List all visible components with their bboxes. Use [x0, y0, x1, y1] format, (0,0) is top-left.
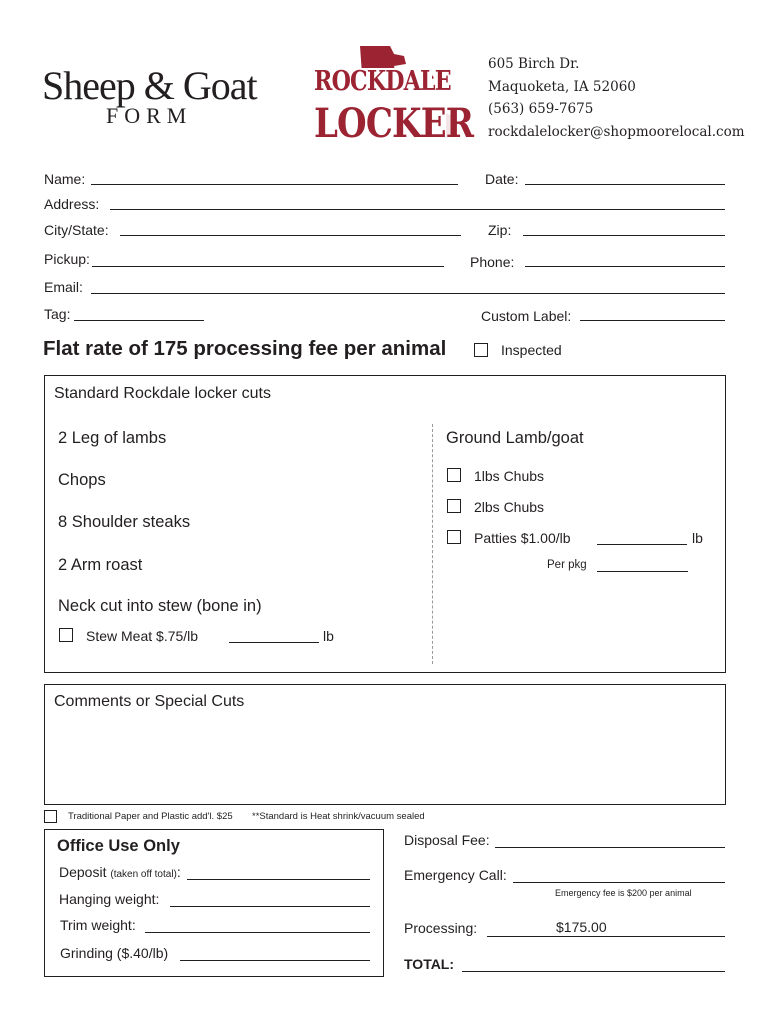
chubs-2lb-checkbox[interactable]	[447, 499, 461, 513]
patties-lb-unit: lb	[692, 530, 703, 546]
trim-weight-label: Trim weight:	[60, 917, 136, 933]
email-field[interactable]	[91, 293, 725, 294]
cut-chops: Chops	[58, 471, 106, 489]
cut-shoulder-steaks: 8 Shoulder steaks	[58, 513, 191, 531]
trim-weight-field[interactable]	[145, 932, 370, 933]
ground-lamb-title: Ground Lamb/goat	[446, 429, 584, 447]
emergency-fee-note: Emergency fee is $200 per animal	[555, 888, 692, 898]
stew-meat-lb-field[interactable]	[229, 642, 319, 643]
per-pkg-label: Per pkg	[547, 559, 587, 571]
standard-cuts-title: Standard Rockdale locker cuts	[54, 385, 271, 402]
zip-field[interactable]	[523, 235, 725, 236]
name-label: Name:	[44, 171, 86, 187]
city-state-field[interactable]	[120, 235, 461, 236]
grinding-field[interactable]	[180, 960, 370, 961]
zip-label: Zip:	[488, 222, 512, 238]
stew-meat-checkbox[interactable]	[59, 628, 73, 642]
processing-label: Processing:	[404, 920, 478, 936]
form-subtitle: FORM	[106, 103, 193, 128]
total-field[interactable]	[462, 971, 725, 972]
address-label: Address:	[44, 196, 100, 212]
cut-neck-stew: Neck cut into stew (bone in)	[58, 597, 262, 615]
section-divider	[432, 424, 433, 664]
patties-checkbox[interactable]	[447, 530, 461, 544]
hanging-weight-label: Hanging weight:	[59, 891, 160, 907]
address-line2: Maquoketa, IA 52060	[488, 79, 636, 95]
contact-phone: (563) 659-7675	[488, 101, 594, 117]
comments-title: Comments or Special Cuts	[54, 693, 245, 710]
custom-label-label: Custom Label:	[481, 308, 572, 324]
logo-line1: ROCKDALE	[314, 66, 451, 97]
inspected-label: Inspected	[501, 342, 562, 358]
traditional-paper-checkbox[interactable]	[44, 810, 57, 823]
processing-value: $175.00	[556, 919, 607, 935]
form-title: Sheep & Goat	[42, 63, 257, 108]
emergency-call-label: Emergency Call:	[404, 867, 507, 883]
stew-meat-label: Stew Meat $.75/lb	[86, 628, 199, 644]
logo-line2: LOCKER	[314, 100, 474, 147]
deposit-label	[59, 864, 181, 880]
contact-email: rockdalelocker@shopmoorelocal.com	[488, 124, 745, 140]
cut-arm-roast: 2 Arm roast	[58, 556, 143, 574]
flat-rate-heading: Flat rate of 175 processing fee per animal	[43, 337, 447, 360]
email-label: Email:	[44, 279, 83, 295]
total-label: TOTAL:	[404, 956, 455, 972]
phone-label: Phone:	[470, 254, 515, 270]
deposit-text: Deposit	[59, 864, 107, 880]
date-field[interactable]	[525, 184, 725, 185]
grinding-label: Grinding ($.40/lb)	[60, 945, 169, 961]
pickup-field[interactable]	[92, 266, 444, 267]
name-field[interactable]	[91, 184, 458, 185]
hanging-weight-field[interactable]	[170, 906, 370, 907]
custom-label-field[interactable]	[580, 320, 725, 321]
city-state-label: City/State:	[44, 222, 109, 238]
per-pkg-field[interactable]	[597, 571, 688, 572]
chubs-1lb-label: 1lbs Chubs	[474, 468, 545, 484]
phone-field[interactable]	[525, 266, 725, 267]
inspected-checkbox[interactable]	[474, 343, 488, 357]
address-field[interactable]	[110, 209, 725, 210]
deposit-note: (taken off total)	[110, 869, 177, 880]
chubs-1lb-checkbox[interactable]	[447, 468, 461, 482]
office-use-title: Office Use Only	[57, 837, 180, 855]
patties-lb-field[interactable]	[597, 544, 687, 545]
emergency-call-field[interactable]	[513, 882, 725, 883]
disposal-fee-field[interactable]	[495, 847, 725, 848]
chubs-2lb-label: 2lbs Chubs	[474, 499, 545, 515]
patties-label: Patties $1.00/lb	[474, 530, 571, 546]
tag-field[interactable]	[74, 320, 204, 321]
standard-packaging-note: **Standard is Heat shrink/vacuum sealed	[252, 811, 425, 822]
disposal-fee-label: Disposal Fee:	[404, 832, 490, 848]
stew-meat-lb-unit: lb	[323, 628, 334, 644]
date-label: Date:	[485, 171, 519, 187]
traditional-paper-label: Traditional Paper and Plastic add'l. $25	[68, 811, 233, 822]
pickup-label: Pickup:	[44, 251, 90, 267]
deposit-field[interactable]	[187, 879, 370, 880]
tag-label: Tag:	[44, 306, 71, 322]
rockdale-locker-logo	[312, 44, 474, 150]
cut-leg-of-lambs: 2 Leg of lambs	[58, 429, 167, 447]
address-line1: 605 Birch Dr.	[488, 56, 580, 72]
processing-field[interactable]	[487, 936, 725, 937]
deposit-colon: :	[176, 864, 181, 880]
